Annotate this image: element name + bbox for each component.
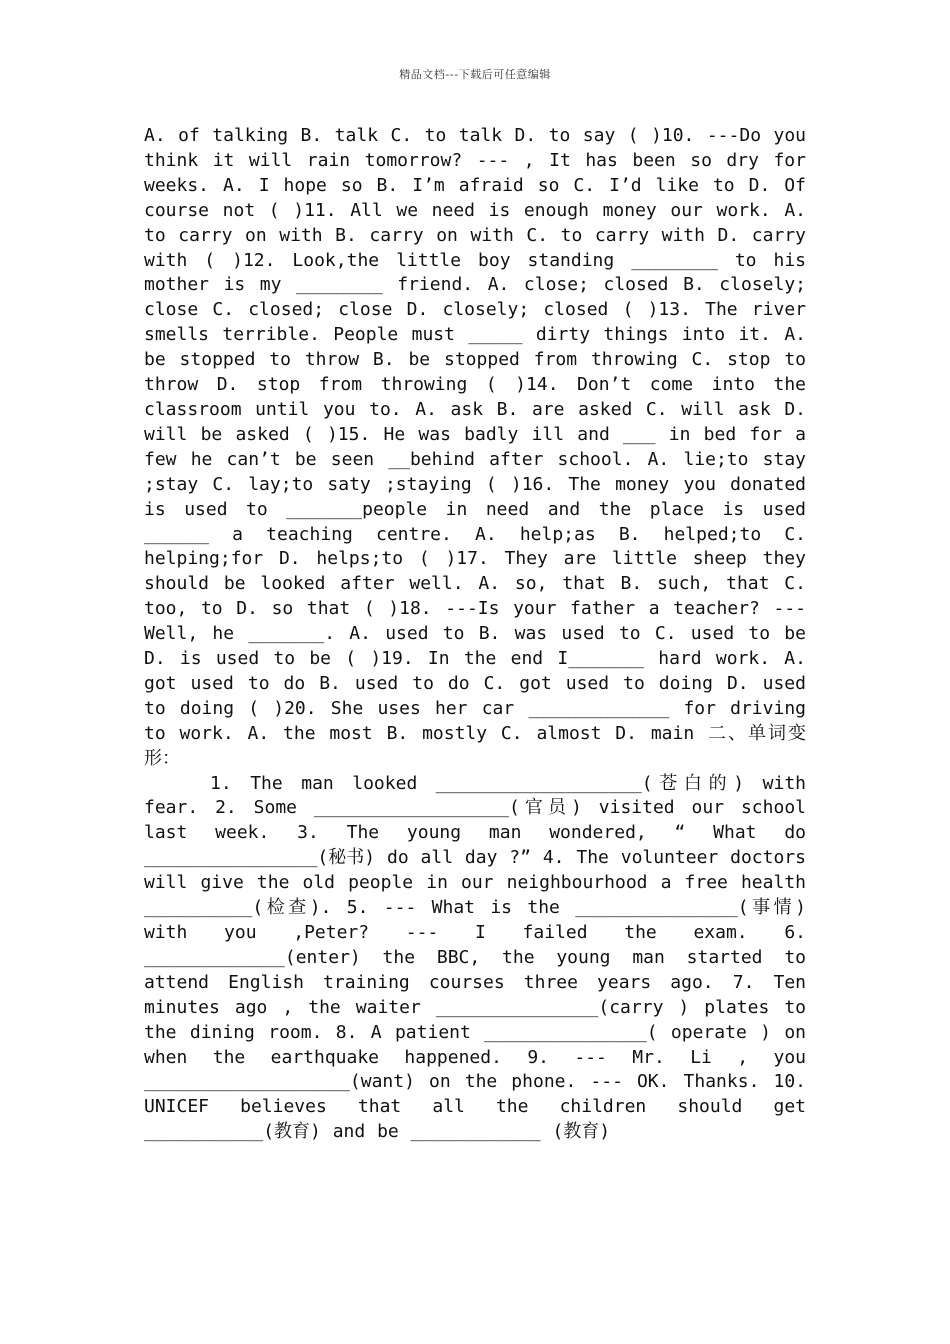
page-header: 精品文档---下载后可任意编辑 [399,68,551,81]
document-body [144,124,806,1145]
exercise-paragraph: A. of talking B. talk C. to talk D. to say ( )10. ---Do you think it will rain tomorrow? --- , It has been so dry for weeks. A. I hope so B. I’m afraid so C. I’d like to D. Of course not ( )11. All we need is enough money our work. A. to carry on with B. carry on with C. to carry with D. carry with ( )12. Look,the little boy standing ________ to his mother is my ________ friend. A. close; closed B. closely; close C. closed; close D. closely; closed ( )13. The river smells terrible. People must _____ dirty things into it. A. be stopped to throw B. be stopped from throwing C. stop to throw D. stop from throwing ( )14. Don’t come into the classroom until you to. A. ask B. are asked C. will ask D. will be asked ( )15. He was badly ill and ___ in bed for a few he can’t be seen __behind after school. A. lie;to stay ;stay C. lay;to saty ;staying ( )16. The money you donated is used to _______people in need and the place is used ______ a teaching centre. A. help;as B. helped;to C. helping;for D. helps;to ( )17. They are little sheep they should be looked after well. A. so, that B. such, that C. too, to D. so that ( )18. ---Is your father a teacher? ---Well, he _______. A. used to B. was used to C. used to be D. is used to be ( )19. In the end I_______ hard work. A. got used to do B. used to do C. got used to doing D. used to doing ( )20. She uses her car _____________ for driving to work. A. the most B. mostly C. almost D. main 二、单词变形： [144,125,806,769]
word-form-paragraph: 1. The man looked ___________________(苍白的) with fear. 2. Some __________________(官员) visited our school last week. 3. The young man wondered, “ What do ________________(秘书) do all day ?” 4. The volunteer doctors will give the old people in our neighbourhood a free health __________(检查). 5. --- What is the _______________(事情) with you ,Peter? --- I failed the exam. 6. _____________(enter) the BBC, the young man started to attend English training courses three years ago. 7. Ten minutes ago , the waiter _______________(carry ) plates to the dining room. 8. A patient _______________( operate ) on when the earthquake happened. 9. --- Mr. Li , you ___________________(want) on the phone. --- OK. Thanks. 10. UNICEF believes that all the children should get ___________(教育) and be ____________ (教育) [144,772,806,1143]
